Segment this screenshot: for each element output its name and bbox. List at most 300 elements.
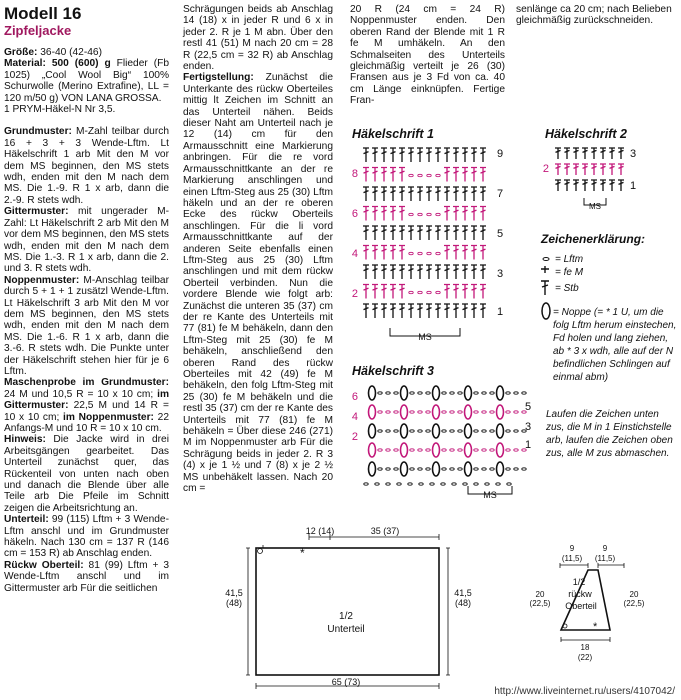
chain-symbol	[482, 411, 486, 413]
stitch-symbol	[480, 285, 486, 299]
chain-symbol	[506, 449, 510, 451]
bobble-symbol	[401, 443, 408, 457]
chain-symbol	[458, 468, 462, 470]
stitch-symbol	[372, 148, 378, 162]
chain-symbol	[410, 449, 414, 451]
chain-symbol	[378, 430, 382, 432]
crochet-chart-2	[555, 148, 624, 191]
stitch-symbol	[426, 304, 432, 318]
chain-symbol	[490, 449, 494, 451]
chain-symbol	[452, 483, 456, 485]
stitch-symbol	[609, 164, 615, 175]
chain-symbol	[450, 392, 454, 394]
chain-symbol	[419, 483, 423, 485]
chain-symbol	[410, 392, 414, 394]
chain-symbol	[506, 392, 510, 394]
stitch-symbol	[462, 304, 468, 318]
stitch-symbol	[399, 148, 405, 162]
chain-symbol	[394, 430, 398, 432]
stitch-symbol	[372, 187, 378, 201]
stitch-symbol	[609, 180, 615, 191]
stitch-symbol	[453, 246, 459, 260]
chain-symbol	[490, 430, 494, 432]
row-number: 4	[351, 411, 358, 423]
bobble-symbol	[369, 405, 376, 419]
chart-2-row-number: 3	[630, 148, 637, 160]
svg-text:MS: MS	[589, 202, 601, 211]
chain-symbol	[442, 468, 446, 470]
stitch-symbol	[444, 187, 450, 201]
chain-symbol	[474, 430, 478, 432]
bobble-symbol	[465, 443, 472, 457]
stitch-symbol	[453, 187, 459, 201]
chain-symbol	[426, 392, 430, 394]
legend-title: Zeichenerklärung:	[541, 232, 646, 246]
stitch-symbol	[462, 285, 468, 299]
chain-symbol	[394, 449, 398, 451]
svg-text:18: 18	[580, 643, 590, 652]
maschenprobe-paragraph: Maschenprobe im Grundmuster: 24 M und 10,5 R = 10 x 10 cm; im Gittermuster: 22,5 M und 14 R = 10 x 10 cm; im Noppenmuster: 22 Anfangs-M und 10 R = 10 x 10 cm.	[4, 377, 169, 434]
chain-symbol	[409, 252, 413, 254]
star-marker: *	[593, 621, 598, 633]
schraegungen-paragraph: Schrägungen beids ab Anschlag 14 (18) x in jeder R und 6 x in jeder 2. R je 1 M abn. Über den restl 41 (51) M nach 20 cm = 28 R (22,5 cm = 32 R) ab Anschlag enden.	[183, 4, 333, 73]
stitch-symbol	[372, 285, 378, 299]
unterteil-label-a: 1/2	[339, 611, 353, 622]
svg-text:rückw: rückw	[568, 589, 592, 599]
bobble-symbol	[433, 462, 440, 476]
stitch-symbol	[381, 148, 387, 162]
hinweis-paragraph: Hinweis: Die Jacke wird in drei Arbeitsgängen gearbeitet. Das Unterteil zunächst quer, das Rückenteil von unten nach oben und danach die Blende über alle Teile arb Die Pfeile im Schnitt zeigen die Arbeitsrichtung an.	[4, 434, 169, 514]
stitch-symbol	[426, 265, 432, 279]
chain-symbol	[410, 430, 414, 432]
chain-symbol	[378, 392, 382, 394]
stitch-symbol	[582, 164, 588, 175]
chain-symbol	[442, 392, 446, 394]
gittermuster-paragraph: Gittermuster: mit ungerader M-Zahl: Lt Häkelschrift 2 arb Mit den M vor dem MS beginnen, den MS stets wdh, enden mit den M nach dem MS. Die 1.-3. R 1 x arb, dann die 2. und 3. R stets wdh.	[4, 206, 169, 275]
page-subtitle: Zipfeljacke	[4, 23, 72, 38]
stitch-symbol	[390, 246, 396, 260]
chain-symbol	[426, 430, 430, 432]
stitch-symbol	[480, 246, 486, 260]
stitch-symbol	[444, 148, 450, 162]
stitch-symbol	[435, 148, 441, 162]
legend-note: Laufen die Zeichen unten zus, die M in 1 Einstichstelle arb, laufen die Zeichen oben zus, alle M zus abmaschen.	[546, 409, 673, 459]
row-number: 9	[497, 148, 504, 160]
stitch-symbol	[444, 207, 450, 221]
dim-left-a: 41,5	[225, 588, 243, 598]
stitch-symbol	[435, 226, 441, 240]
chain-symbol	[514, 449, 518, 451]
chart-3-row-numbers-left	[352, 391, 358, 443]
row-number: 5	[525, 401, 532, 413]
chain-symbol	[418, 174, 422, 176]
chain-symbol	[410, 411, 414, 413]
stitch-symbol	[399, 207, 405, 221]
stitch-symbol	[453, 148, 459, 162]
stitch-symbol	[435, 187, 441, 201]
chain-symbol	[474, 483, 478, 485]
dim-top-a: 12 (14)	[305, 526, 335, 536]
chain-symbol	[386, 411, 390, 413]
oberteil-outline	[561, 570, 610, 630]
stitch-symbol	[471, 246, 477, 260]
stitch-symbol	[564, 148, 570, 159]
row-number: 8	[351, 168, 358, 180]
chain-symbol	[386, 449, 390, 451]
chart-1-row-numbers-right	[497, 148, 503, 318]
dim-right-a: 41,5	[454, 588, 472, 598]
chart-1-title: Häkelschrift 1	[352, 127, 434, 141]
stitch-symbol	[417, 304, 423, 318]
stitch-symbol	[462, 168, 468, 182]
stitch-symbol	[480, 168, 486, 182]
stitch-symbol	[390, 226, 396, 240]
chain-symbol	[430, 483, 434, 485]
svg-text:MS: MS	[483, 490, 497, 500]
stitch-symbol	[609, 148, 615, 159]
bobble-symbol	[465, 424, 472, 438]
chain-symbol	[375, 483, 379, 485]
stitch-symbol	[390, 265, 396, 279]
stitch-symbol	[381, 187, 387, 201]
stitch-symbol	[564, 164, 570, 175]
chain-symbol	[514, 468, 518, 470]
svg-text:(22,5): (22,5)	[623, 599, 645, 608]
size-paragraph: Größe: 36-40 (42-46)	[4, 47, 102, 58]
chain-symbol	[426, 468, 430, 470]
stitch-symbol	[381, 304, 387, 318]
bobble-symbol	[401, 462, 408, 476]
legend-chain: = Lftm	[555, 254, 584, 265]
stitch-symbol	[363, 304, 369, 318]
stitch-symbol	[426, 187, 432, 201]
stitch-symbol	[480, 226, 486, 240]
bobble-symbol	[433, 424, 440, 438]
chart-2-title: Häkelschrift 2	[545, 127, 627, 141]
page-title: Modell 16	[4, 4, 82, 23]
stitch-symbol	[462, 226, 468, 240]
svg-text:(11,5): (11,5)	[561, 554, 583, 563]
star-marker: *	[300, 546, 305, 560]
chart-2-row-number: 2	[542, 163, 549, 175]
row-number: 3	[497, 268, 504, 280]
svg-text:MS: MS	[418, 332, 432, 342]
bobble-symbol	[465, 386, 472, 400]
row-number: 6	[351, 208, 358, 220]
chain-symbol	[386, 468, 390, 470]
chain-symbol	[378, 449, 382, 451]
chain-symbol	[436, 213, 440, 215]
row-number: 4	[351, 248, 358, 260]
bobble-symbol	[369, 386, 376, 400]
chain-symbol	[485, 483, 489, 485]
stitch-symbol	[381, 285, 387, 299]
stitch-symbol	[381, 168, 387, 182]
chart-3-title: Häkelschrift 3	[352, 364, 434, 378]
chart-2-row-number: 1	[630, 180, 637, 192]
legend-symbols	[541, 258, 550, 320]
chain-symbol	[418, 392, 422, 394]
chain-symbol	[490, 392, 494, 394]
stitch-symbol	[573, 180, 579, 191]
stitch-symbol	[444, 265, 450, 279]
stitch-symbol	[417, 265, 423, 279]
chain-symbol	[474, 392, 478, 394]
stitch-symbol	[435, 304, 441, 318]
stitch-symbol	[417, 226, 423, 240]
stitch-symbol	[444, 168, 450, 182]
stitch-symbol	[363, 187, 369, 201]
stitch-symbol	[444, 304, 450, 318]
chain-symbol	[482, 468, 486, 470]
chain-symbol	[397, 483, 401, 485]
legend-noppe: = Noppe (= * 1 U, um die folg Lftm herum einstechen, Fd holen und lang ziehen, ab * 3 x wdh, alle auf der N befindlichen Schlingen auf einmal abm)	[553, 307, 677, 383]
stitch-symbol	[471, 187, 477, 201]
stitch-symbol	[408, 148, 414, 162]
bobble-symbol	[433, 405, 440, 419]
bobble-symbol	[433, 386, 440, 400]
stitch-symbol	[399, 246, 405, 260]
row-number: 3	[525, 421, 532, 433]
row-number: 6	[351, 391, 358, 403]
chain-symbol	[496, 483, 500, 485]
stitch-symbol	[600, 180, 606, 191]
stitch-symbol	[399, 285, 405, 299]
chart-2-ms-bracket	[584, 198, 606, 211]
stitch-symbol	[399, 226, 405, 240]
stitch-symbol	[372, 226, 378, 240]
stitch-symbol	[453, 207, 459, 221]
chain-symbol	[418, 291, 422, 293]
bobble-symbol	[497, 424, 504, 438]
stitch-symbol	[471, 168, 477, 182]
stitch-symbol	[591, 180, 597, 191]
stitch-symbol	[363, 226, 369, 240]
stitch-symbol	[399, 304, 405, 318]
stitch-symbol	[555, 148, 561, 159]
stitch-symbol	[618, 148, 624, 159]
svg-text:9: 9	[602, 544, 608, 553]
chain-symbol	[441, 483, 445, 485]
chain-symbol	[394, 411, 398, 413]
svg-text:(22): (22)	[577, 653, 593, 662]
stitch-symbol	[600, 164, 606, 175]
chain-symbol	[450, 411, 454, 413]
chain-symbol	[506, 411, 510, 413]
row-number: 7	[497, 188, 504, 200]
stitch-symbol	[363, 168, 369, 182]
chain-symbol	[409, 213, 413, 215]
chain-symbol	[378, 411, 382, 413]
unterteil-label-b: Unterteil	[327, 624, 365, 635]
oberteil-dimensions	[530, 544, 645, 662]
chain-symbol	[426, 411, 430, 413]
stitch-symbol	[564, 180, 570, 191]
watermark-url: http://www.liveinternet.ru/users/4107042/	[494, 686, 675, 697]
chart-3-ms-bracket	[468, 486, 512, 500]
stitch-symbol	[444, 246, 450, 260]
stitch-symbol	[453, 304, 459, 318]
chain-symbol	[427, 174, 431, 176]
stitch-symbol	[480, 187, 486, 201]
chain-symbol	[514, 430, 518, 432]
stitch-symbol	[408, 265, 414, 279]
stitch-symbol	[381, 246, 387, 260]
chart-1-ms-bracket	[390, 328, 460, 342]
unterteil-paragraph: Unterteil: 99 (115) Lftm + 3 Wende-Lftm anschl und im Grundmuster häkeln. Nach 130 cm = 137 R (146 cm = 153 R) ab Anschlag enden.	[4, 514, 169, 560]
stitch-symbol	[591, 148, 597, 159]
svg-text:20: 20	[535, 590, 545, 599]
stitch-symbol	[390, 148, 396, 162]
bobble-symbol	[369, 443, 376, 457]
stitch-symbol	[417, 187, 423, 201]
stitch-symbol	[363, 207, 369, 221]
stitch-symbol	[471, 207, 477, 221]
stitch-symbol	[372, 265, 378, 279]
chain-symbol	[482, 392, 486, 394]
stitch-symbol	[471, 265, 477, 279]
noppenmuster-paragraph: Noppenmuster: M-Anschlag teilbar durch 5 + 1 + 1 zusätzl Wende-Lftm. Lt Häkelschrift 3 arb Mit den M vor dem MS beginnen, den MS stets wdh, enden mit den M nach dem MS. Die 1.-6. R 1 x arb, dann die 3.-6. R stets wdh. Die Punkte unter der Häkelschrift stehen hier für je 6 Lftm.	[4, 274, 169, 377]
stitch-symbol	[462, 207, 468, 221]
stitch-symbol	[417, 148, 423, 162]
bobble-symbol	[497, 386, 504, 400]
chain-symbol	[450, 468, 454, 470]
stitch-symbol	[582, 180, 588, 191]
stitch-symbol	[408, 187, 414, 201]
fertigstellung-paragraph: Fertigstellung: Zunächst die Unterkante des rückw Oberteiles mittig lt Zeichen im Schnitt an das Unterteil nähen. Beids dieser Naht am Unterteil nach je 12 (14) cm für den Armausschnitt eine Markierung anbringen. Für die re vord Armausschnittkante an der re Markierung anschlingen und einen Lftm-Steg aus 25 (30) Lftm häkeln und an der re oberen Ecke des rückw Oberteils anschlingen. Für die li vord Armausschnittkante auf der anderen Seite ebenfalls einen Lftm-Steg aus 25 (30) Lftm anschlingen und mit dem rückw Oberteil verbinden. Nun die vordere Blende wie folgt arb: Zunächst die unteren 35 (37) cm der re Kante des Unterteils mit 77 (81) fe M behäkeln, dann den Lftm-Steg mit 25 (30) fe M behäkeln, anschließend den oberen Rand des rückw Oberteiles mit 42 (49) fe M behäkeln, den folg Lftm-Steg mit 25 (30) fe M behäkeln und die restl 35 (37) cm der re Kante des Unterteils mit 77 (81) fe M behäkeln = Über diese 246 (271) M im Noppenmuster arb Für die Schrägung beids in jeder 2. R 3 (4) x je 1 ½ und 7 (8) x je 2 ½ MS unbehäkelt lassen. Nach 20 cm =	[183, 72, 333, 495]
chain-symbol	[378, 468, 382, 470]
stitch-symbol	[462, 246, 468, 260]
chart-1-row-numbers-left	[352, 168, 358, 300]
dim-left-b: (48)	[225, 598, 243, 608]
stitch-symbol	[399, 168, 405, 182]
bobble-symbol	[465, 405, 472, 419]
dim-right-b: (48)	[454, 598, 472, 608]
stitch-symbol	[453, 226, 459, 240]
stitch-symbol	[399, 187, 405, 201]
chain-symbol	[490, 411, 494, 413]
stitch-symbol	[390, 285, 396, 299]
bobble-symbol	[369, 462, 376, 476]
bobble-symbol	[369, 424, 376, 438]
chain-symbol	[490, 468, 494, 470]
svg-text:20: 20	[629, 590, 639, 599]
stitch-symbol	[462, 265, 468, 279]
chain-symbol	[418, 213, 422, 215]
stitch-symbol	[471, 148, 477, 162]
svg-text:(22,5): (22,5)	[529, 599, 551, 608]
stitch-symbol	[372, 207, 378, 221]
chain-symbol	[436, 291, 440, 293]
chain-symbol	[426, 449, 430, 451]
row-number: 5	[497, 228, 504, 240]
chain-symbol	[458, 392, 462, 394]
stitch-symbol	[453, 168, 459, 182]
stitch-symbol	[555, 180, 561, 191]
svg-text:(11,5): (11,5)	[594, 554, 616, 563]
material-paragraph: Material: 500 (600) g Flieder (Fb 1025) „Cool Wool Big“ 100% Schurwolle (Merino Extrafine), LL = 120 m/50 g) VON LANA GROSSA.	[4, 58, 169, 104]
stitch-symbol	[435, 265, 441, 279]
stitch-symbol	[408, 226, 414, 240]
stitch-symbol	[462, 148, 468, 162]
stitch-symbol	[390, 168, 396, 182]
row-number: 1	[525, 439, 532, 451]
fransen-paragraph: 20 R (24 cm = 24 R) Noppenmuster enden. Den oberen Rand der Blende mit 1 R fe M umhäkeln. An den Schmalseiten des Unterteils gleichmäßig verteilt je 26 (30) Fransen aus je 3 Fd von ca. 40 cm Länge einknüpfen. Fertige Fran-	[350, 4, 505, 107]
chain-symbol	[386, 483, 390, 485]
chain-symbol	[394, 392, 398, 394]
stitch-symbol	[582, 148, 588, 159]
bobble-symbol	[465, 462, 472, 476]
stitch-symbol	[618, 180, 624, 191]
stitch-symbol	[444, 226, 450, 240]
chain-symbol	[474, 449, 478, 451]
single-crochet-icon	[541, 266, 549, 273]
chain-symbol	[458, 430, 462, 432]
chain-symbol	[522, 468, 526, 470]
stitch-symbol	[390, 207, 396, 221]
chain-symbol	[436, 174, 440, 176]
stitch-symbol	[381, 207, 387, 221]
chain-symbol	[463, 483, 467, 485]
stitch-symbol	[363, 246, 369, 260]
chain-symbol	[458, 449, 462, 451]
chain-symbol	[442, 430, 446, 432]
row-number: 1	[497, 306, 504, 318]
stitch-symbol	[591, 164, 597, 175]
bobble-icon	[542, 303, 550, 319]
chain-symbol	[458, 411, 462, 413]
stitch-symbol	[480, 265, 486, 279]
chain-symbol	[482, 449, 486, 451]
stitch-symbol	[363, 148, 369, 162]
svg-text:1/2: 1/2	[572, 577, 586, 587]
svg-text:9: 9	[569, 544, 575, 553]
stitch-symbol	[408, 304, 414, 318]
chain-symbol	[450, 430, 454, 432]
chain-symbol	[442, 449, 446, 451]
stitch-symbol	[363, 285, 369, 299]
stitch-symbol	[444, 285, 450, 299]
stitch-symbol	[462, 187, 468, 201]
chain-symbol	[507, 483, 511, 485]
crochet-chart-3	[364, 386, 526, 485]
stitch-symbol	[453, 265, 459, 279]
chain-symbol	[418, 411, 422, 413]
stitch-symbol	[426, 148, 432, 162]
stitch-symbol	[471, 285, 477, 299]
chain-symbol	[514, 392, 518, 394]
chain-symbol	[427, 291, 431, 293]
chain-symbol	[450, 449, 454, 451]
row-number: 2	[351, 288, 358, 300]
chain-symbol	[442, 411, 446, 413]
stitch-symbol	[480, 304, 486, 318]
chain-symbol	[506, 430, 510, 432]
fransen-end-paragraph: senlänge ca 20 cm; nach Belieben gleichmäßig zurückschneiden.	[516, 4, 672, 27]
chain-symbol	[418, 252, 422, 254]
bobble-symbol	[401, 424, 408, 438]
chain-symbol	[436, 252, 440, 254]
chain-symbol	[506, 468, 510, 470]
chain-symbol	[474, 468, 478, 470]
grundmuster-paragraph: Grundmuster: M-Zahl teilbar durch 16 + 3 + 3 Wende-Lftm. Lt Häkelschrift 1 arb Mit den M vor dem MS beginnen, den MS stets wdh, enden mit den M nach dem MS. Die 1.-9. R 1 x arb, dann die 2.-9. R stets wdh.	[4, 126, 169, 206]
stitch-symbol	[453, 285, 459, 299]
stitch-symbol	[471, 304, 477, 318]
chain-symbol	[482, 430, 486, 432]
stitch-symbol	[372, 168, 378, 182]
needle-paragraph: 1 PRYM-Häkel-N Nr 3,5.	[4, 104, 116, 116]
chain-symbol	[427, 213, 431, 215]
